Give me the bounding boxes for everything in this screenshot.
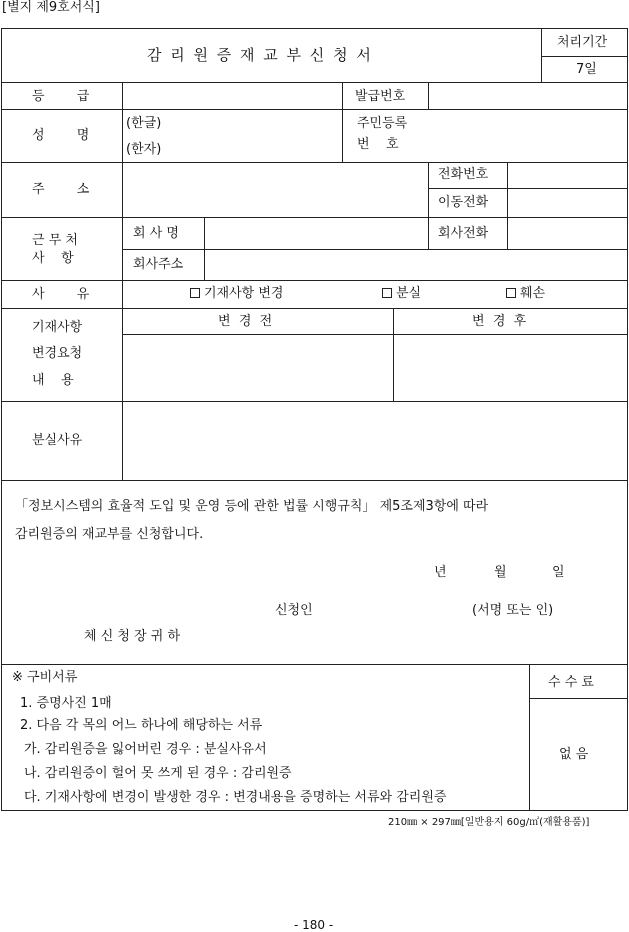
divider (507, 162, 508, 249)
divider (541, 56, 628, 57)
documents-item: 다. 기재사항에 변경이 발생한 경우 : 변경내용을 증명하는 서류와 감리원증 (24, 790, 447, 805)
divider (122, 334, 628, 335)
divider (122, 249, 628, 250)
name-hanja-hint: (한자) (126, 142, 162, 157)
paper-spec: 210㎜ × 297㎜[일반용지 60g/㎡(재활용품)] (388, 817, 590, 828)
divider (541, 28, 542, 82)
divider (1, 82, 628, 83)
workplace-label: 근 무 처 (32, 233, 78, 248)
divider (1, 401, 628, 402)
after-change-header: 변 경 후 (472, 314, 527, 329)
reason-label: 사 유 (32, 287, 90, 302)
divider (1, 480, 628, 481)
checkbox-icon[interactable] (506, 288, 516, 298)
workplace-label-2: 사 항 (32, 251, 74, 266)
company-name-label: 회 사 명 (133, 226, 179, 241)
divider (1, 664, 628, 665)
divider (1, 162, 628, 163)
before-change-header: 변 경 전 (218, 314, 273, 329)
form-title: 감 리 원 증 재 교 부 신 청 서 (147, 46, 373, 64)
statement-line-2: 감리원증의 재교부를 신청합니다. (15, 527, 204, 542)
date-year: 년 (434, 565, 447, 580)
form-frame (1, 28, 628, 811)
name-label: 성 명 (32, 128, 90, 143)
checkbox-icon[interactable] (190, 288, 200, 298)
documents-item: 나. 감리원증이 헐어 못 쓰게 된 경우 : 감리원증 (24, 766, 292, 781)
change-request-label-2: 변경요청 (32, 346, 83, 361)
divider (342, 82, 343, 162)
date-month: 월 (494, 565, 507, 580)
change-request-label-1: 기재사항 (32, 320, 83, 335)
reason-option-label: 기재사항 변경 (204, 286, 284, 301)
phone-label: 전화번호 (438, 167, 489, 182)
divider (428, 162, 429, 249)
divider (1, 280, 628, 281)
grade-label: 등 급 (32, 89, 90, 104)
reason-option-label: 훼손 (520, 286, 546, 301)
reason-option-label: 분실 (396, 286, 422, 301)
fee-label: 수 수 료 (548, 675, 594, 690)
page-number: - 180 - (294, 918, 334, 932)
address-label: 주 소 (32, 182, 90, 197)
divider (1, 109, 628, 110)
divider (428, 82, 429, 109)
divider (204, 217, 205, 280)
divider (529, 664, 530, 811)
applicant-label: 신청인 (275, 603, 313, 618)
loss-reason-label: 분실사유 (32, 433, 83, 448)
divider (1, 217, 628, 218)
checkbox-icon[interactable] (382, 288, 392, 298)
reason-option-change[interactable] (190, 287, 283, 300)
date-day: 일 (552, 565, 565, 580)
resident-no-label: 주민등록 (357, 116, 408, 131)
processing-label: 처리기간 (557, 35, 608, 50)
statement-line-1: 「정보시스템의 효율적 도입 및 운영 등에 관한 법률 시행규칙」 제5조제3항에 따라 (15, 499, 489, 514)
annex-label: [별지 제9호서식] (2, 0, 100, 15)
divider (428, 188, 628, 189)
mobile-label: 이동전화 (438, 195, 489, 210)
reason-option-loss[interactable] (382, 287, 421, 300)
addressee: 체 신 청 장 귀 하 (84, 629, 181, 644)
company-address-label: 회사주소 (133, 257, 184, 272)
change-request-label-3: 내 용 (32, 373, 74, 388)
fee-value: 없 음 (559, 747, 589, 762)
documents-item: 1. 증명사진 1매 (20, 696, 112, 711)
divider (1, 308, 628, 309)
documents-header: ※ 구비서류 (12, 670, 78, 685)
signature-label: (서명 또는 인) (472, 603, 554, 618)
divider (529, 698, 628, 699)
resident-no-label-2: 번 호 (357, 137, 399, 152)
issue-no-label: 발급번호 (355, 89, 406, 104)
documents-item: 2. 다음 각 목의 어느 하나에 해당하는 서류 (20, 718, 263, 733)
divider (393, 308, 394, 401)
company-phone-label: 회사전화 (438, 226, 489, 241)
reason-option-damage[interactable] (506, 287, 545, 300)
documents-item: 가. 감리원증을 잃어버린 경우 : 분실사유서 (24, 742, 267, 757)
name-korean-hint: (한글) (126, 116, 162, 131)
divider (122, 82, 123, 480)
processing-value: 7일 (576, 62, 597, 77)
